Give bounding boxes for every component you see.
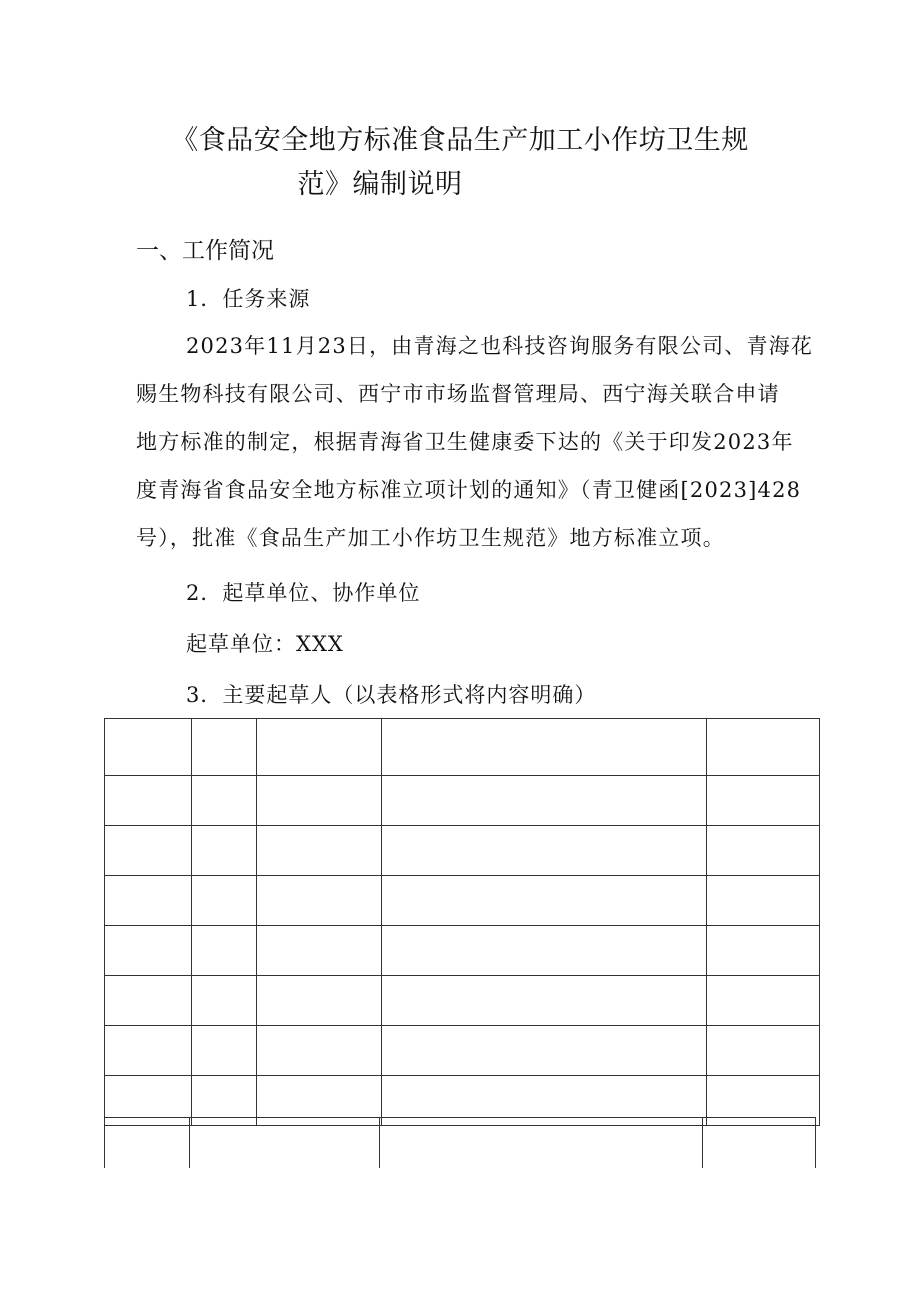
table-cell <box>105 826 192 876</box>
table-border <box>104 1118 105 1168</box>
drafters-table <box>104 718 820 1126</box>
table-border <box>702 1118 703 1168</box>
table-cell <box>192 826 257 876</box>
table-cell <box>257 976 382 1026</box>
table-cell <box>257 876 382 926</box>
paragraph-line: 地方标准的制定，根据青海省卫生健康委下达的《关于印发2023年 <box>136 430 794 454</box>
table-cell <box>192 719 257 776</box>
table-cell <box>257 719 382 776</box>
table-cell <box>707 876 820 926</box>
table-cell <box>382 876 707 926</box>
table-cell <box>192 876 257 926</box>
table-cell <box>257 926 382 976</box>
document-title-line1: 《食品安全地方标准食品生产加工小作坊卫生规 <box>171 125 749 156</box>
table-row <box>105 719 820 776</box>
table-cell <box>707 976 820 1026</box>
item1-label: 1．任务来源 <box>186 287 311 311</box>
table-cell <box>707 719 820 776</box>
table-partial-row <box>104 1117 816 1168</box>
table-cell <box>707 826 820 876</box>
item2-label: 2．起草单位、协作单位 <box>186 581 421 605</box>
table-cell <box>707 776 820 826</box>
table-cell <box>382 926 707 976</box>
document-title-line2: 范》编制说明 <box>297 169 463 200</box>
task-source-paragraph <box>136 322 821 562</box>
drafting-unit: 起草单位：XXX <box>186 632 344 656</box>
table-row <box>105 776 820 826</box>
table-row <box>105 876 820 926</box>
table-cell <box>192 776 257 826</box>
paragraph-line: 号），批准《食品生产加工小作坊卫生规范》地方标准立项。 <box>136 526 725 550</box>
section-heading: 一、工作简况 <box>136 238 274 264</box>
table-cell <box>707 926 820 976</box>
table-cell <box>382 1026 707 1076</box>
table-cell <box>105 926 192 976</box>
table-cell <box>257 1026 382 1076</box>
table-border <box>189 1118 190 1168</box>
table-row <box>105 1026 820 1076</box>
table-cell <box>257 826 382 876</box>
table-cell <box>105 1026 192 1076</box>
table-row <box>105 926 820 976</box>
table-cell <box>382 976 707 1026</box>
table-cell <box>105 776 192 826</box>
table-cell <box>382 719 707 776</box>
paragraph-line: 2023年11月23日，由青海之也科技咨询服务有限公司、青海花 <box>186 334 814 358</box>
table-border <box>379 1118 380 1168</box>
table-cell <box>257 776 382 826</box>
table-cell <box>382 776 707 826</box>
paragraph-line: 度青海省食品安全地方标准立项计划的通知》（青卫健函[2023]428 <box>136 478 802 502</box>
table-cell <box>105 719 192 776</box>
paragraph-line: 赐生物科技有限公司、西宁市市场监督管理局、西宁海关联合申请 <box>136 382 780 406</box>
table-cell <box>382 826 707 876</box>
table-cell <box>192 976 257 1026</box>
table-cell <box>707 1026 820 1076</box>
table-row <box>105 976 820 1026</box>
table-border <box>815 1118 816 1168</box>
table-cell <box>105 876 192 926</box>
item3-label: 3．主要起草人（以表格形式将内容明确） <box>186 683 597 707</box>
table-cell <box>192 926 257 976</box>
table-row <box>105 826 820 876</box>
table-cell <box>192 1026 257 1076</box>
table-cell <box>105 976 192 1026</box>
